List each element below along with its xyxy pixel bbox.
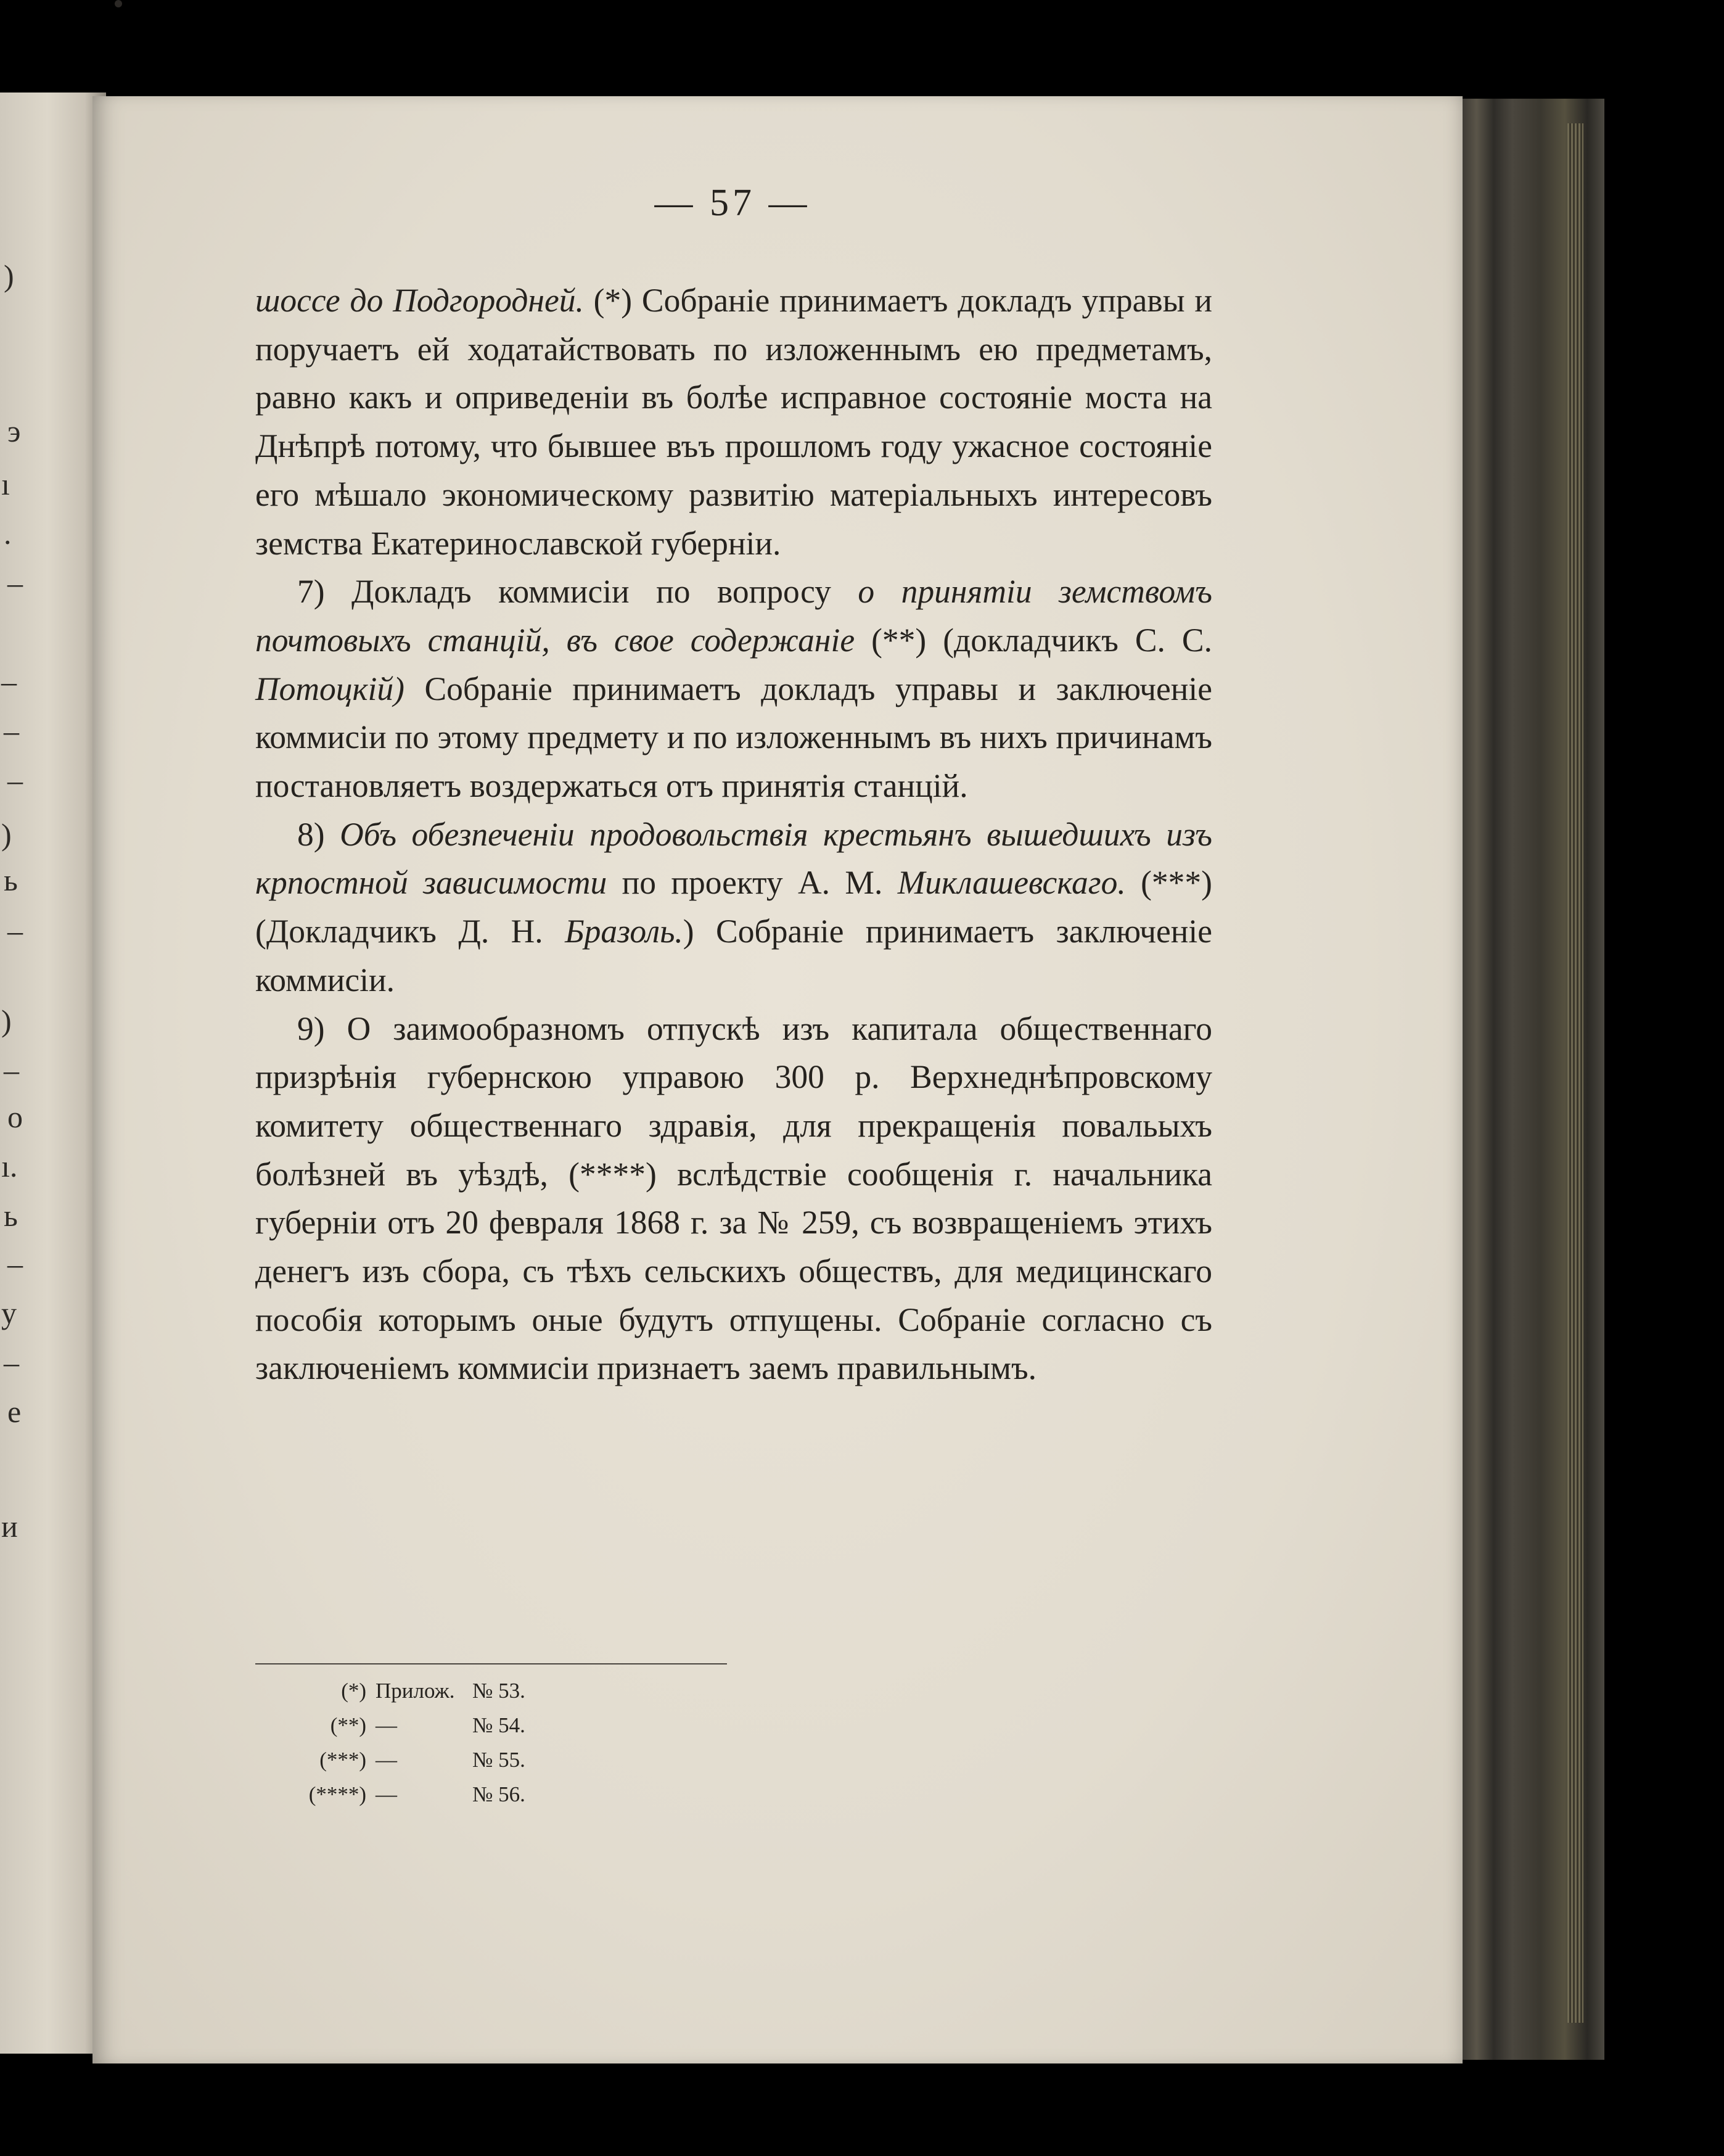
footnote-mark: (***) (319, 1748, 366, 1772)
footnote-row (255, 1674, 625, 1708)
footnote-ref: Прилож. (376, 1679, 455, 1703)
italic-run: Бразоль. (565, 913, 683, 950)
footnote-row (255, 1708, 625, 1743)
prev-page-fragment: – (1, 664, 17, 699)
text-run: по проекту А. М. (607, 864, 898, 902)
page-stack (1567, 123, 1583, 2023)
prev-page-fragment: ı (1, 467, 10, 501)
footnote-num: № 56. (472, 1782, 525, 1806)
prev-page-fragment: ) (1, 817, 12, 852)
prev-page-fragment: – (4, 1053, 19, 1087)
prev-page-fragment: . (4, 516, 12, 551)
paragraph-7 (255, 567, 1212, 810)
italic-run: шоссе до Подгородней. (255, 282, 584, 319)
prev-page-fragment: ) (4, 258, 14, 293)
prev-page-fragment: ь (4, 863, 18, 897)
prev-page-fragment: у (1, 1296, 17, 1330)
footnote-ref: — (376, 1713, 397, 1737)
text-run: ) Собраніе принимаетъ заключеніе коммисіи. (255, 913, 1212, 998)
prev-page-fragment: – (7, 763, 23, 797)
footnote-num: № 53. (472, 1679, 525, 1703)
prev-page-fragment: е (7, 1394, 22, 1429)
italic-run: о принятіи земствомъ почтовыхъ станцій, въ свое содержаніе (255, 573, 1212, 659)
footnote-ref: — (376, 1782, 397, 1806)
footnote-mark: (**) (330, 1713, 366, 1737)
text-run: 9) О заимообразномъ отпускѣ изъ капитала общественнаго призрѣнія губернскою управою 300 р. Верхнеднѣпровскому комитету общественнаго здравія, для прекращенія повальыхъ болѣзней въ уѣздѣ, (****) вслѣдствіе сообщенія г. начальника губерніи отъ 20 февраля 1868 г. за № 259, съ возвращеніемъ этихъ денегъ изъ сбора, съ тѣхъ сельскихъ обществъ, для медицинскаго пособія которымъ оные будутъ отпущены. Собраніе согласно съ заключеніемъ коммисіи признаетъ заемъ правильнымъ. (255, 1010, 1212, 1387)
book-fore-edge (1463, 99, 1604, 2060)
footnotes (255, 1674, 625, 1812)
prev-page-fragment: о (7, 1100, 23, 1134)
footnote-mark: (****) (308, 1782, 366, 1806)
prev-page-fragment: ь (4, 1198, 18, 1233)
prev-page-fragment: и (1, 1509, 18, 1544)
text-run: (*) Собраніе принимаетъ докладъ управы и поручаетъ ей ходатайствовать по изложеннымъ ею предметамъ, равно какъ и оприведеніи въ болѣе исправное состояніе моста на Днѣпрѣ потому, что бывшее въъ прошломъ году ужасное состояніе его мѣшало экономическому развитію матеріальныхъ интересовъ земства Екатеринославской губерніи. (255, 282, 1213, 562)
footnote-row (255, 1743, 625, 1777)
prev-page-fragment: ı. (1, 1149, 18, 1183)
footnote-mark: (*) (341, 1679, 366, 1703)
text-run: (**) (докладчикъ С. С. (855, 621, 1212, 659)
prev-page-fragment: – (4, 714, 19, 748)
ink-speck (115, 0, 122, 7)
text-run: 8) (297, 815, 340, 853)
italic-run: Миклашевскаго. (897, 864, 1126, 902)
text-run: Собраніе принимаетъ докладъ управы и заключеніе коммисіи по этому предмету и по изложеннымъ въ нихъ причинамъ постановляетъ воздержаться отъ принятія станцій. (255, 670, 1212, 805)
prev-page-fragment: – (7, 913, 23, 948)
paragraph-1 (255, 276, 1212, 567)
previous-page-edge (0, 93, 106, 2054)
footnote-rule (255, 1663, 727, 1664)
footnote-row (255, 1777, 625, 1812)
prev-page-fragment: ) (1, 1003, 12, 1038)
italic-run: Потоцкій) (255, 670, 404, 707)
text-run: 7) Докладъ коммисіи по вопросу (297, 573, 858, 611)
prev-page-fragment: – (7, 1246, 23, 1281)
text-run: (***) (Докладчикъ Д. Н. (255, 864, 1212, 950)
body-text (255, 276, 1212, 1393)
italic-run: Объ обезпеченіи продовольствія крестьянъ вышедшихъ изъ крпостной зависимости (255, 815, 1212, 902)
paragraph-9 (255, 1005, 1212, 1393)
page-number: — 57 — (654, 182, 811, 224)
footnote-ref: — (376, 1748, 397, 1772)
footnote-num: № 54. (472, 1713, 525, 1737)
prev-page-fragment: – (7, 566, 23, 600)
paragraph-8 (255, 810, 1212, 1005)
footnote-num: № 55. (472, 1748, 525, 1772)
prev-page-fragment: – (4, 1345, 19, 1380)
prev-page-fragment: э (7, 414, 21, 448)
